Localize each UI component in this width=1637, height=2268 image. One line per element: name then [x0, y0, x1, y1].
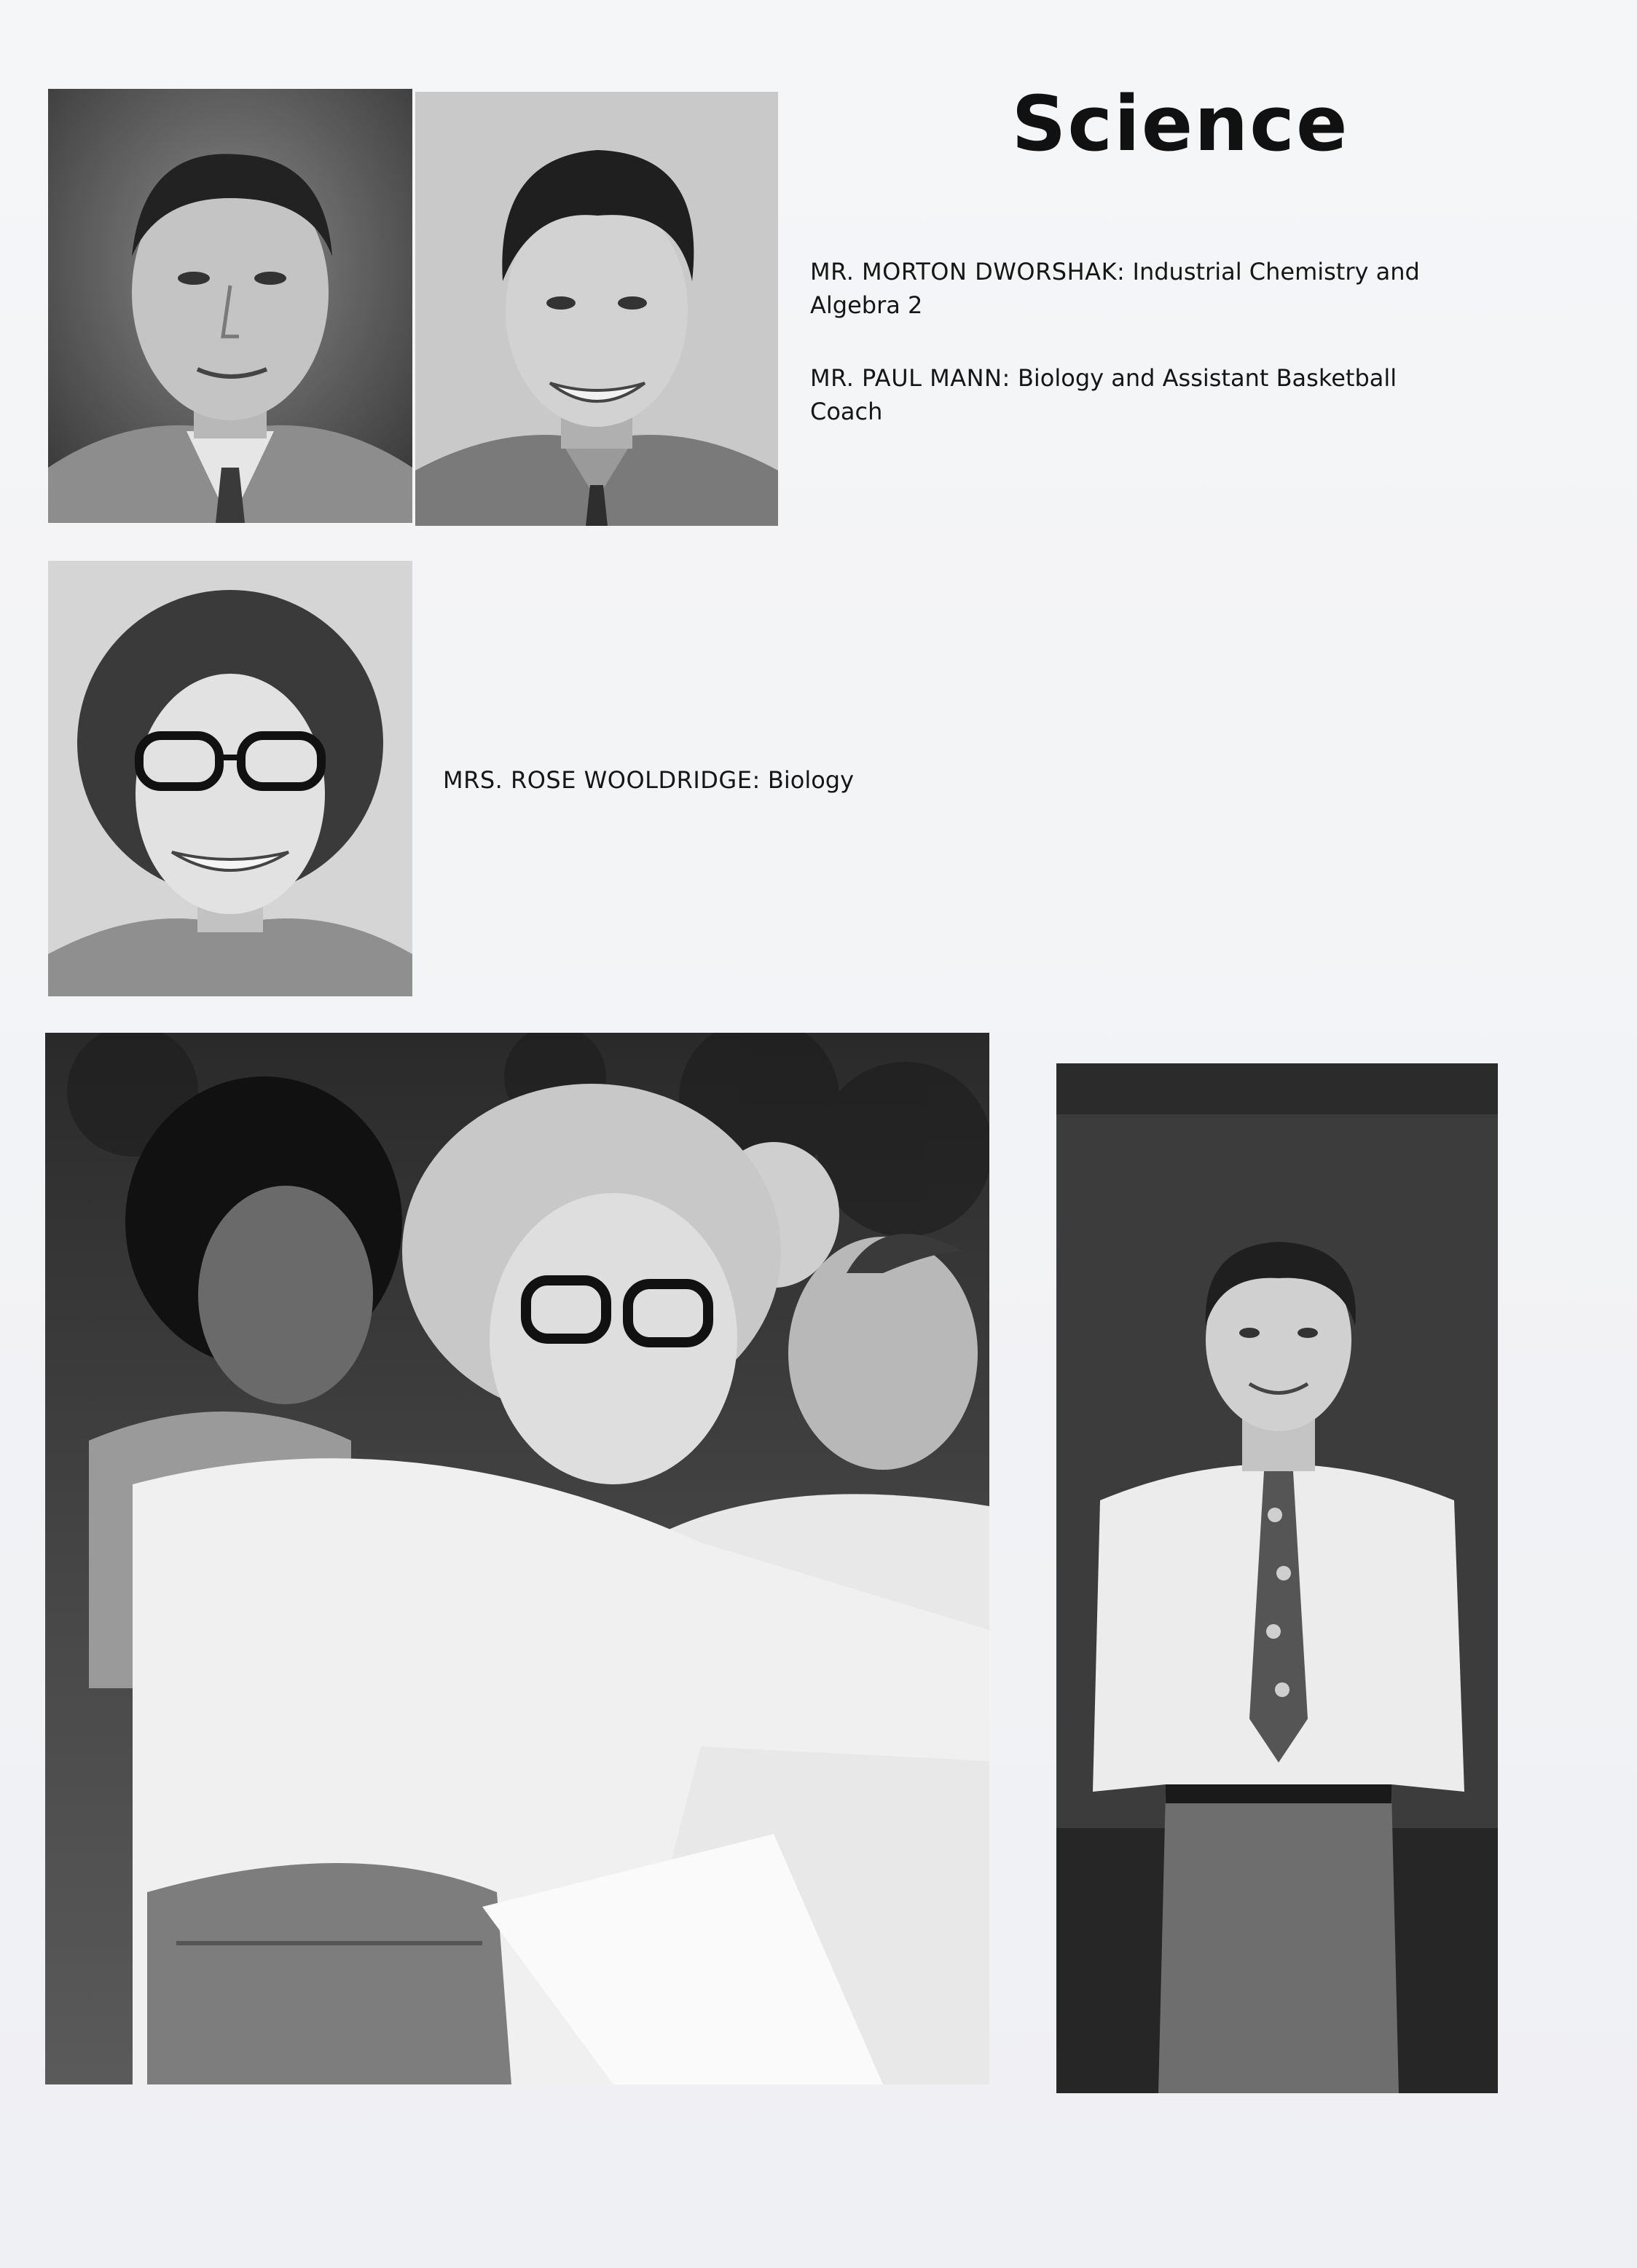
page-title: Science	[1011, 79, 1349, 168]
standing-teacher-photo	[1056, 1063, 1498, 2093]
caption-mann	[810, 361, 1466, 428]
teacher-subjects-cont: Coach	[810, 398, 883, 425]
caption-dworshak	[810, 255, 1466, 322]
teacher-subjects: Biology	[767, 766, 855, 794]
teacher-name: MRS. ROSE WOOLDRIDGE:	[443, 766, 761, 794]
portrait-dworshak	[48, 89, 412, 523]
teacher-name: MR. MORTON DWORSHAK:	[810, 258, 1126, 286]
teacher-subjects-cont: Algebra 2	[810, 291, 923, 319]
portrait-mann	[415, 92, 778, 526]
group-photo	[45, 1033, 989, 2084]
caption-wooldridge	[443, 763, 1099, 797]
portrait-wooldridge	[48, 561, 412, 996]
teacher-subjects: Biology and Assistant Basketball	[1017, 364, 1397, 392]
teacher-name: MR. PAUL MANN:	[810, 364, 1010, 392]
teacher-subjects: Industrial Chemistry and	[1132, 258, 1420, 286]
